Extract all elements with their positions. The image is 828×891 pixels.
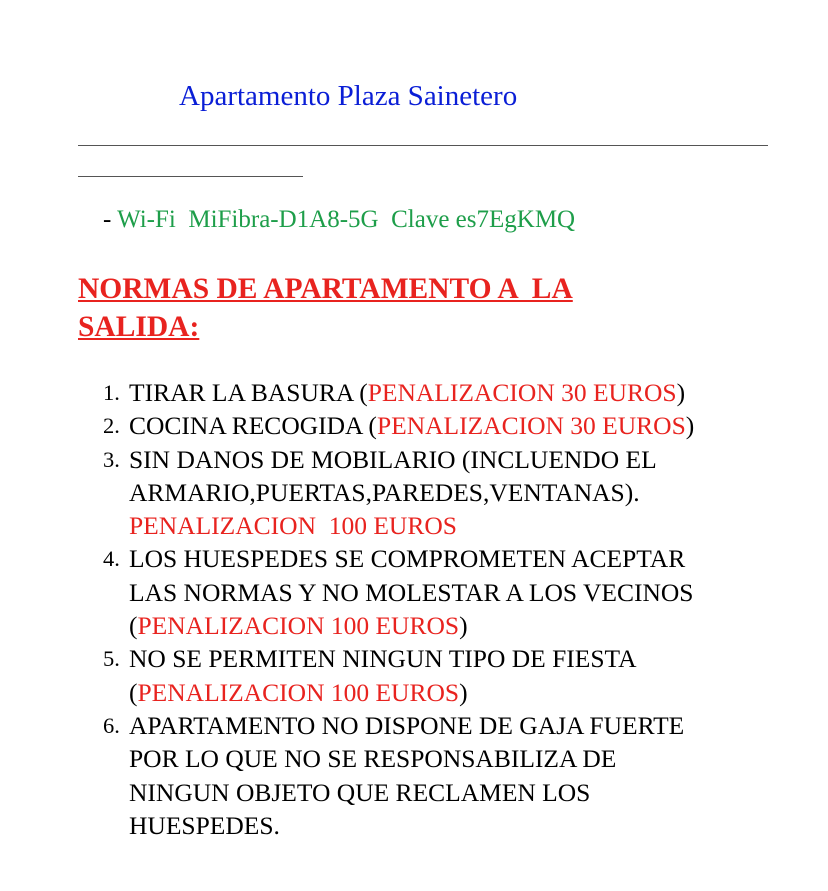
rule-line (129, 742, 783, 775)
rule-segment: APARTAMENTO NO DISPONE DE GAJA FUERTE (129, 710, 685, 740)
rules-list (103, 376, 783, 842)
page-title: Apartamento Plaza Sainetero (179, 80, 518, 112)
rule-line (129, 576, 783, 609)
rule-line (129, 376, 783, 409)
rule-number: 4. (103, 546, 120, 572)
rule-segment: POR LO QUE NO SE RESPONSABILIZA DE (129, 744, 617, 774)
rule-line (129, 609, 783, 642)
rule-segment: ( (129, 611, 138, 641)
penalty-text: PENALIZACION 30 EUROS (367, 378, 677, 407)
rule-text (129, 642, 783, 709)
rule-segment: ( (129, 677, 138, 707)
rule-segment: ) (685, 411, 695, 441)
rule-segment: ARMARIO,PUERTAS,PAREDES,VENTANAS). (129, 477, 640, 507)
rule-line (129, 443, 783, 476)
rule-line (129, 809, 783, 842)
rule-text (129, 709, 783, 842)
rule-item (103, 376, 783, 409)
divider-line (78, 145, 768, 146)
rule-line (129, 776, 783, 809)
heading-line: NORMAS DE APARTAMENTO A LA (78, 273, 573, 305)
rule-segment: COCINA RECOGIDA ( (129, 411, 377, 441)
rule-segment: NO SE PERMITEN NINGUN TIPO DE FIESTA (129, 644, 637, 674)
rule-item (103, 443, 783, 543)
rule-line (129, 642, 783, 675)
wifi-credentials: Wi-Fi MiFibra-D1A8-5G Clave es7EgKMQ (117, 206, 576, 233)
rule-segment: HUESPEDES. (129, 810, 280, 840)
wifi-bullet: - (103, 206, 118, 233)
rule-segment: ) (676, 378, 686, 407)
rule-line (129, 409, 783, 442)
rule-item (103, 542, 783, 642)
rule-number: 3. (103, 446, 120, 472)
penalty-text: PENALIZACION 30 EUROS (376, 411, 686, 441)
rule-segment: LOS HUESPEDES SE COMPROMETEN ACEPTAR (129, 544, 686, 574)
rule-line (129, 476, 783, 509)
rule-text (129, 542, 783, 642)
rule-item (103, 709, 783, 842)
wifi-info (103, 206, 575, 234)
rule-item (103, 642, 783, 709)
rule-line (129, 542, 783, 575)
rule-text (129, 376, 783, 409)
penalty-text: PENALIZACION 100 EUROS (129, 511, 457, 541)
rule-segment: SIN DANOS DE MOBILARIO (INCLUENDO EL (129, 444, 657, 474)
rule-text (129, 409, 783, 442)
divider-line-short (78, 176, 303, 177)
rule-item (103, 409, 783, 442)
penalty-text: PENALIZACION 100 EUROS (137, 611, 460, 641)
rule-line (129, 676, 783, 709)
heading-line: SALIDA: (78, 311, 200, 343)
rule-segment: ) (459, 677, 468, 707)
rule-line (129, 709, 783, 742)
rule-segment: LAS NORMAS Y NO MOLESTAR A LOS VECINOS (129, 577, 694, 607)
rule-number: 6. (103, 712, 120, 738)
penalty-text: PENALIZACION 100 EUROS (137, 677, 460, 707)
rule-number: 2. (103, 413, 120, 439)
rule-number: 5. (103, 646, 120, 672)
rule-segment: NINGUN OBJETO QUE RECLAMEN LOS (129, 777, 591, 807)
rule-number: 1. (103, 380, 120, 405)
rule-segment: ) (459, 611, 468, 641)
rule-line (129, 509, 783, 542)
rule-segment: TIRAR LA BASURA ( (129, 378, 368, 407)
rules-heading (78, 270, 698, 346)
rule-text (129, 443, 783, 543)
